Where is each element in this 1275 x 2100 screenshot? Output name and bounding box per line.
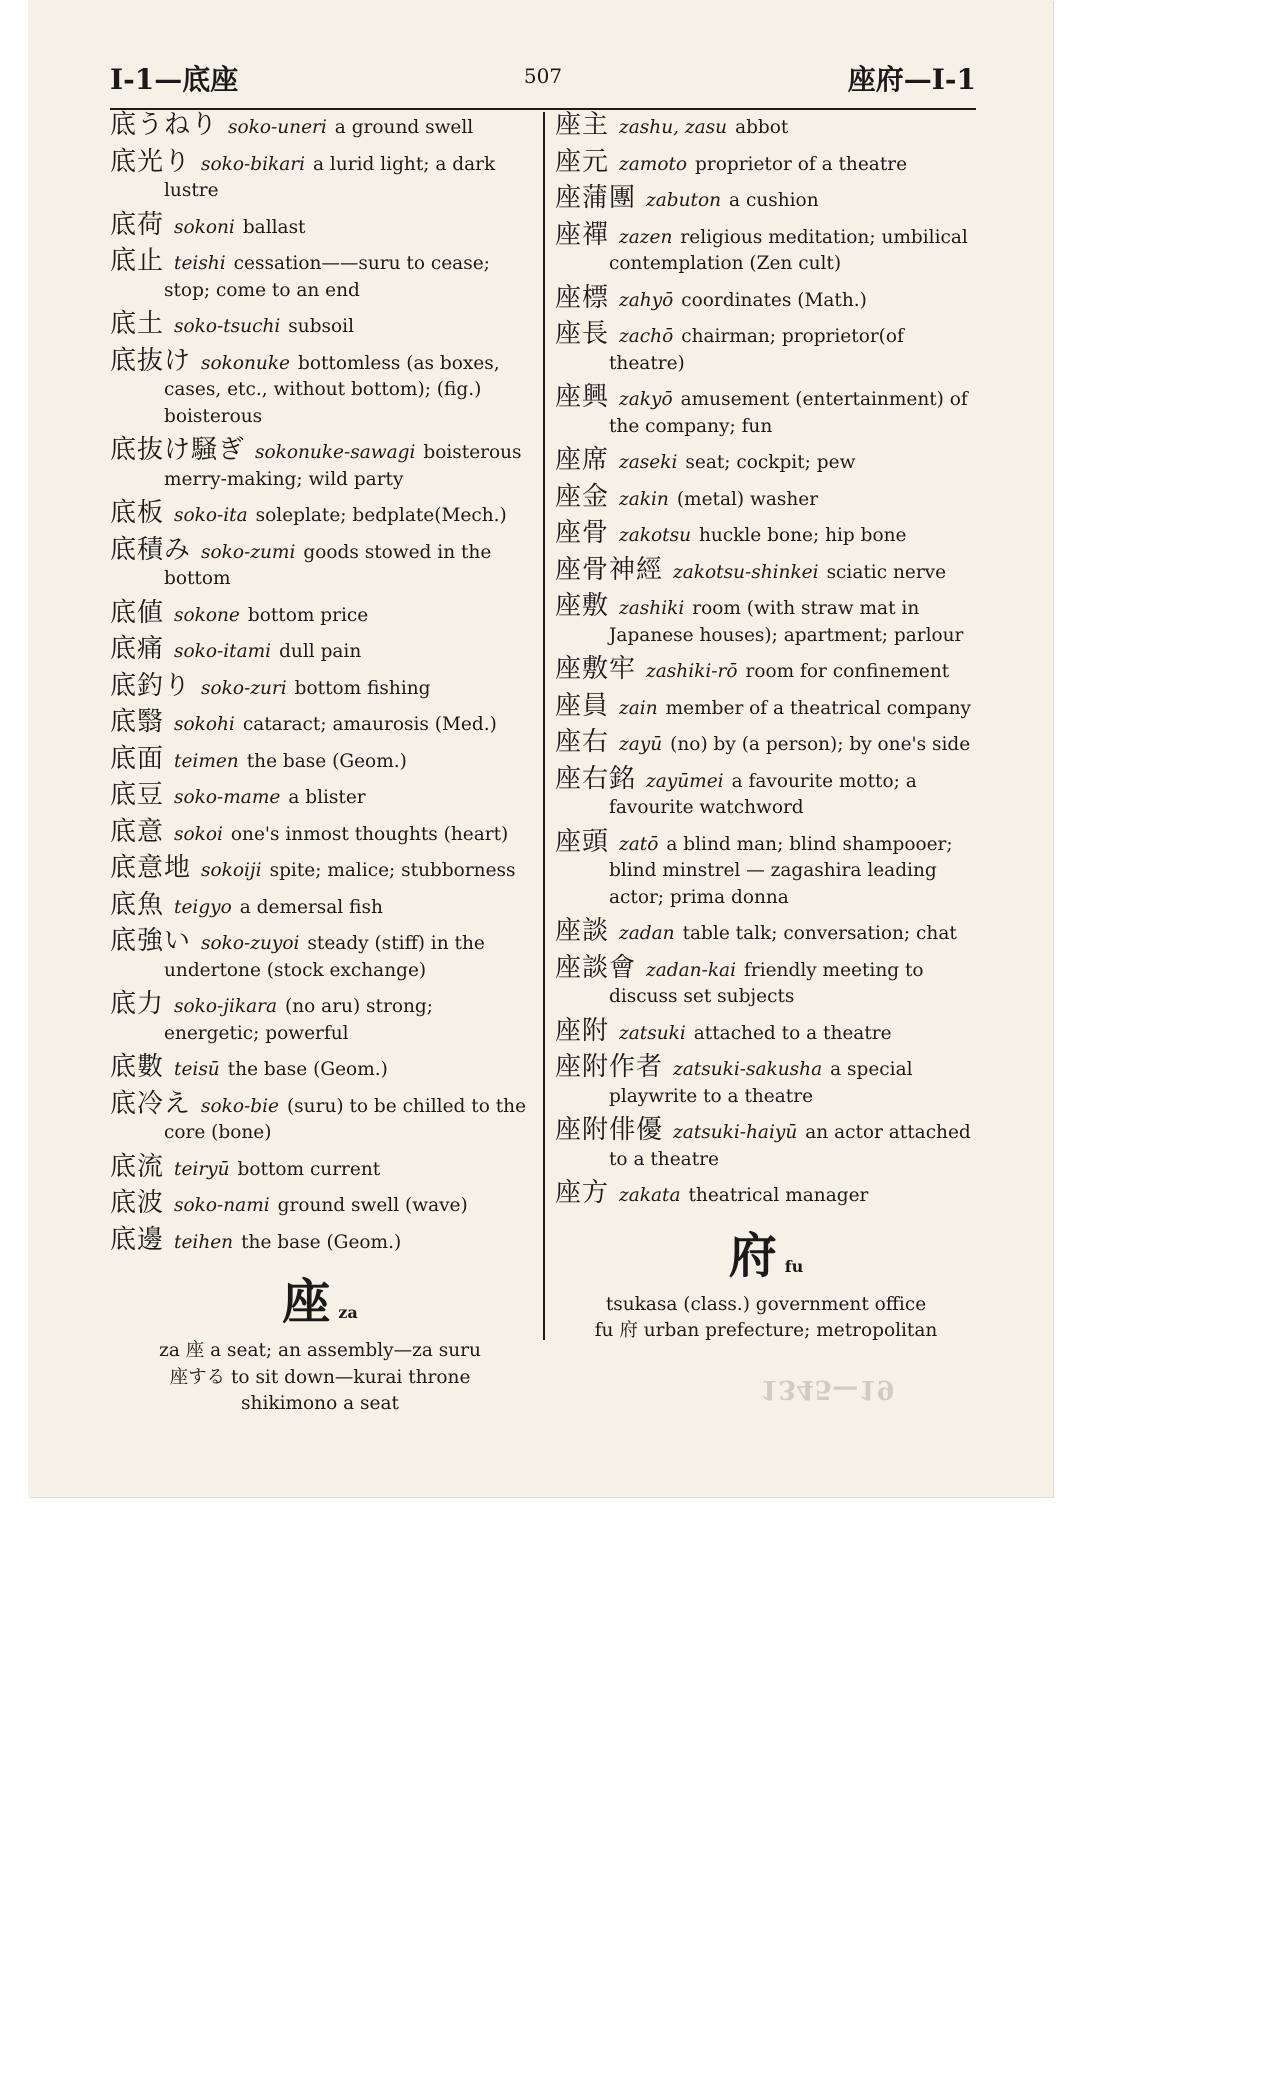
dictionary-entry (555, 282, 977, 315)
dictionary-entry (555, 554, 977, 587)
dictionary-entry (110, 670, 530, 703)
dictionary-entry (110, 991, 530, 1047)
dictionary-entry (110, 636, 530, 666)
entry-headword: 底荷 (110, 209, 165, 240)
entry-romanization: soko-ita (174, 505, 248, 526)
entry-romanization: zatō (619, 833, 659, 855)
section-text-line: shikimono a seat (241, 1393, 399, 1414)
entry-definition: the base (Geom.) (227, 1059, 388, 1080)
entry-definition: a blister (288, 787, 366, 808)
page-header (110, 58, 976, 98)
dictionary-entry (555, 185, 977, 215)
entry-headword: 座方 (555, 1178, 610, 1208)
section-text-line: 座する to sit down—kurai throne (169, 1366, 471, 1388)
entry-romanization: zatsuki-sakusha (673, 1059, 823, 1080)
entry-definition: bottomless (as boxes, cases, etc., without bottom); (fig.) boisterous (164, 352, 500, 427)
dictionary-entry (110, 248, 530, 304)
dictionary-entry (555, 447, 977, 477)
section-char: 府 (728, 1227, 777, 1284)
dictionary-entry (555, 1180, 977, 1210)
entry-romanization: teisū (174, 1059, 220, 1080)
entry-headword: 底止 (110, 246, 165, 276)
dictionary-entry (110, 1151, 530, 1184)
entry-headword: 底冷え (110, 1088, 192, 1119)
entry-headword: 座頭 (555, 826, 610, 857)
entry-headword: 底魚 (110, 889, 165, 920)
entry-definition: a ground swell (334, 117, 474, 138)
dictionary-entry (555, 219, 977, 278)
entry-headword: 底抜け (110, 345, 192, 376)
entry-romanization: zashiki (619, 598, 685, 619)
dictionary-entry (110, 1054, 530, 1084)
entry-romanization: zayūmei (646, 770, 724, 792)
entry-romanization: teiryū (174, 1158, 230, 1180)
entry-headword: 座附 (555, 1015, 610, 1046)
entry-headword: 座右 (555, 727, 610, 757)
entry-romanization: soko-bikari (201, 153, 306, 175)
dictionary-entry (110, 534, 530, 593)
dictionary-entry (110, 209, 530, 242)
dictionary-entry (110, 889, 530, 922)
entry-headword: 座席 (555, 445, 610, 475)
entry-headword: 座談 (555, 916, 610, 946)
section-text-line: tsukasa (class.) government office (605, 1293, 927, 1315)
entry-definition: a lurid light; a dark lustre (164, 153, 496, 201)
page-number: 507 (523, 64, 563, 88)
dictionary-entry (555, 1054, 977, 1110)
dictionary-entry (555, 321, 977, 377)
bleed-through-mark: 1345—19 (760, 1374, 895, 1404)
entry-romanization: zashu, zasu (619, 117, 728, 138)
dictionary-entry (110, 816, 530, 849)
entry-definition: amusement (entertainment) of the company; fun (609, 389, 968, 437)
entry-romanization: soko-jikara (174, 996, 278, 1017)
entry-romanization: zayū (619, 734, 663, 755)
entry-romanization: teimen (174, 750, 239, 772)
entry-headword: 底意 (110, 816, 165, 847)
dictionary-entry (555, 952, 977, 1011)
entry-headword: 座員 (555, 690, 610, 721)
entry-romanization: zakata (619, 1185, 681, 1206)
entry-definition: chairman; proprietor(of theatre) (609, 326, 904, 374)
entry-romanization: zadan (619, 923, 675, 944)
entry-romanization: sokoiji (201, 860, 262, 881)
entry-definition: subsoil (288, 316, 355, 337)
entry-headword: 座骨神經 (555, 554, 664, 585)
entry-romanization: zatsuki (619, 1022, 686, 1044)
entry-romanization: soko-zuyoi (201, 933, 300, 954)
dictionary-entry (555, 690, 977, 723)
entry-definition: bottom price (247, 604, 369, 626)
dictionary-entry (110, 1224, 530, 1257)
section-reading: za (338, 1303, 358, 1322)
dictionary-entry (555, 763, 977, 822)
entry-romanization: zaseki (619, 452, 678, 473)
section-text-line: fu 府 urban prefecture; metropolitan (594, 1320, 938, 1341)
entry-headword: 底數 (110, 1052, 165, 1082)
entry-definition: religious meditation; umbilical contemplation (Zen cult) (609, 226, 968, 274)
entry-headword: 座元 (555, 146, 610, 177)
dictionary-entry (555, 918, 977, 948)
entry-romanization: zamoto (619, 153, 688, 175)
section-heading-fu (555, 1217, 977, 1286)
entry-definition: abbot (735, 117, 789, 138)
entry-headword: 座敷 (555, 591, 610, 621)
entry-headword: 底邊 (110, 1224, 165, 1255)
entry-romanization: soko-nami (174, 1195, 270, 1216)
entry-headword: 底強い (110, 926, 192, 956)
entry-headword: 底土 (110, 309, 165, 339)
column-divider (543, 112, 545, 1340)
dictionary-entry (555, 146, 977, 179)
entry-romanization: sokohi (174, 714, 235, 735)
right-column (555, 112, 977, 1345)
entry-romanization: sokonuke-sawagi (255, 442, 416, 463)
entry-headword: 座長 (555, 319, 610, 349)
header-right-guide: 座府—I-1 (847, 63, 976, 96)
header-left-guide: I-1—底座 (110, 63, 239, 96)
section-heading-za (110, 1263, 530, 1332)
entry-romanization: zachō (619, 326, 674, 347)
entry-definition: an actor attached to a theatre (609, 1122, 971, 1170)
dictionary-entry (110, 1190, 530, 1220)
entry-romanization: zadan-kai (646, 959, 736, 981)
dictionary-entry (110, 928, 530, 984)
entry-definition: a demersal fish (239, 896, 383, 918)
dictionary-entry (555, 1117, 977, 1173)
entry-definition: dull pain (279, 641, 362, 662)
entry-headword: 底力 (110, 989, 165, 1019)
entry-definition: goods stowed in the bottom (164, 541, 492, 589)
entry-headword: 座右銘 (555, 763, 637, 794)
entry-definition: seat; cockpit; pew (685, 452, 856, 473)
entry-definition: bottom fishing (294, 677, 431, 699)
entry-headword: 底値 (110, 597, 165, 628)
section-char: 座 (282, 1274, 331, 1330)
entry-definition: a blind man; blind shampooer; blind minstrel — zagashira leading actor; prima donna (609, 833, 953, 908)
dictionary-entry (110, 146, 530, 205)
entry-definition: bottom current (237, 1158, 381, 1180)
entry-romanization: zakin (619, 488, 669, 510)
entry-romanization: soko-bie (201, 1095, 279, 1117)
entry-romanization: zahyō (619, 289, 674, 311)
entry-definition: (no aru) strong; energetic; powerful (164, 996, 433, 1044)
entry-romanization: teishi (174, 253, 226, 274)
dictionary-entry (555, 481, 977, 514)
dictionary-entry (555, 520, 977, 550)
entry-definition: the base (Geom.) (241, 1231, 402, 1253)
entry-definition: cessation——suru to cease; stop; come to an end (164, 253, 490, 301)
entry-romanization: soko-mame (174, 787, 281, 808)
entry-definition: coordinates (Math.) (681, 289, 867, 311)
dictionary-entry (555, 1015, 977, 1048)
entry-headword: 座附俳優 (555, 1115, 664, 1145)
entry-romanization: zazen (619, 226, 673, 248)
entry-romanization: soko-itami (174, 641, 272, 662)
entry-headword: 底翳 (110, 707, 165, 737)
entry-definition: soleplate; bedplate(Mech.) (255, 505, 507, 526)
entry-romanization: zakyō (619, 389, 673, 410)
entry-headword: 座標 (555, 282, 610, 313)
entry-headword: 座骨 (555, 518, 610, 548)
dictionary-entry (110, 311, 530, 341)
section-text-line: za 座 a seat; an assembly—za suru (159, 1340, 481, 1361)
entry-headword: 底うねり (110, 110, 219, 140)
entry-definition: huckle bone; hip bone (698, 525, 907, 546)
entry-headword: 底流 (110, 1151, 165, 1182)
entry-romanization: soko-zumi (201, 541, 296, 563)
dictionary-entry (110, 345, 530, 431)
entry-romanization: zashiki-rō (646, 661, 738, 682)
dictionary-entry (110, 743, 530, 776)
dictionary-entry (555, 826, 977, 912)
dictionary-entry (555, 656, 977, 686)
dictionary-entry (110, 500, 530, 530)
entry-definition: table talk; conversation; chat (682, 923, 957, 944)
entry-definition: attached to a theatre (693, 1022, 892, 1044)
dictionary-entry (110, 855, 530, 885)
entry-romanization: sokoni (174, 216, 235, 238)
header-rule (110, 108, 976, 110)
entry-headword: 底釣り (110, 670, 192, 701)
dictionary-entry (555, 112, 977, 142)
entry-headword: 底痛 (110, 634, 165, 664)
entry-romanization: zatsuki-haiyū (673, 1122, 798, 1143)
entry-definition: cataract; amaurosis (Med.) (242, 714, 497, 735)
left-entry-list (110, 112, 530, 1256)
entry-definition: (metal) washer (676, 488, 819, 510)
entry-headword: 底意地 (110, 853, 192, 883)
entry-headword: 座附作者 (555, 1052, 664, 1082)
entry-headword: 座主 (555, 110, 610, 140)
entry-headword: 底波 (110, 1188, 165, 1218)
entry-headword: 座敷牢 (555, 654, 637, 684)
entry-headword: 座金 (555, 481, 610, 512)
entry-definition: a cushion (729, 190, 819, 211)
entry-definition: (suru) to be chilled to the core (bone) (164, 1095, 527, 1143)
entry-romanization: zakotsu (619, 525, 691, 546)
entry-definition: boisterous merry-making; wild party (164, 442, 522, 490)
entry-headword: 底積み (110, 534, 192, 565)
entry-romanization: teigyo (174, 896, 232, 918)
dictionary-entry (110, 597, 530, 630)
entry-definition: the base (Geom.) (246, 750, 407, 772)
entry-headword: 座談會 (555, 952, 637, 983)
entry-headword: 底面 (110, 743, 165, 774)
page-notch (1066, 1025, 1106, 1175)
dictionary-entry (110, 112, 530, 142)
left-column (110, 112, 530, 1418)
entry-romanization: sokone (174, 604, 240, 626)
section-reading: fu (784, 1256, 804, 1276)
dictionary-entry (555, 593, 977, 649)
entry-definition: one's inmost thoughts (heart) (230, 823, 509, 845)
entry-headword: 底抜け騒ぎ (110, 435, 246, 465)
entry-definition: room for confinement (745, 661, 950, 682)
dictionary-entry (110, 437, 530, 493)
entry-romanization: sokoi (174, 823, 223, 845)
entry-romanization: zabuton (646, 190, 722, 211)
entry-definition: ground swell (wave) (277, 1195, 468, 1216)
dictionary-entry (110, 1088, 530, 1147)
dictionary-entry (555, 384, 977, 440)
entry-romanization: zain (619, 697, 658, 719)
entry-definition: ballast (242, 216, 306, 238)
entry-definition: proprietor of a theatre (695, 153, 908, 175)
entry-definition: room (with straw mat in Japanese houses); apartment; parlour (609, 598, 964, 646)
entry-headword: 底豆 (110, 780, 165, 810)
entry-romanization: soko-tsuchi (174, 316, 281, 337)
entry-headword: 座蒲團 (555, 183, 637, 213)
entry-definition: steady (stiff) in the undertone (stock exchange) (164, 933, 485, 981)
dictionary-entry (110, 709, 530, 739)
dictionary-entry (555, 729, 977, 759)
entry-headword: 底板 (110, 498, 165, 528)
entry-romanization: zakotsu-shinkei (673, 561, 819, 583)
entry-headword: 座興 (555, 382, 610, 412)
right-entry-list (555, 112, 977, 1210)
entry-definition: theatrical manager (688, 1185, 869, 1206)
entry-romanization: soko-uneri (228, 117, 327, 138)
entry-headword: 座禪 (555, 219, 610, 250)
section-body-za (110, 1338, 530, 1418)
section-body-fu (555, 1292, 977, 1345)
entry-romanization: teihen (174, 1231, 234, 1253)
entry-definition: (no) by (a person); by one's side (670, 734, 971, 755)
entry-romanization: soko-zuri (201, 677, 287, 699)
entry-romanization: sokonuke (201, 352, 290, 374)
entry-definition: member of a theatrical company (665, 697, 971, 719)
entry-definition: spite; malice; stubborness (269, 860, 516, 881)
entry-definition: a special playwrite to a theatre (609, 1059, 913, 1107)
entry-headword: 底光り (110, 146, 192, 177)
entry-definition: friendly meeting to discuss set subjects (609, 959, 924, 1007)
entry-definition: a favourite motto; a favourite watchword (609, 770, 917, 818)
entry-definition: sciatic nerve (826, 561, 947, 583)
dictionary-entry (110, 782, 530, 812)
